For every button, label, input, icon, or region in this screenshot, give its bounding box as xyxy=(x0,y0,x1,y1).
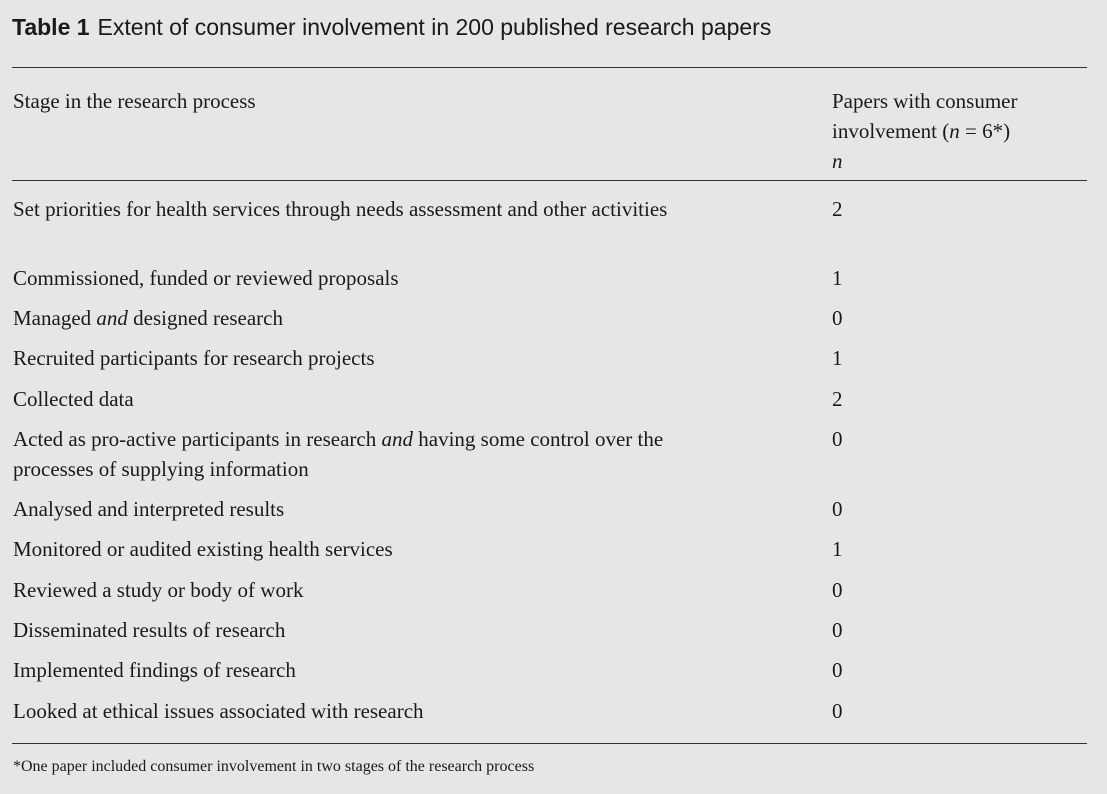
count-cell: 0 xyxy=(832,306,843,330)
count-cell: 2 xyxy=(832,387,843,411)
table-footnote: *One paper included consumer involvement in two stages of the research process xyxy=(13,758,535,775)
stage-cell: Reviewed a study or body of work xyxy=(13,578,304,602)
stage-cell: Collected data xyxy=(13,387,134,411)
count-cell: 1 xyxy=(832,346,843,370)
stage-cell: Disseminated results of research xyxy=(13,618,286,642)
count-cell: 2 xyxy=(832,197,843,221)
table-number: Table 1 xyxy=(12,14,90,40)
stage-cell: Set priorities for health services through needs assessment and other activities xyxy=(13,197,668,221)
stage-cell: Recruited participants for research projects xyxy=(13,346,375,370)
bottom-rule xyxy=(12,743,1087,744)
count-cell: 0 xyxy=(832,497,843,521)
stage-cell: Monitored or audited existing health services xyxy=(13,537,393,561)
stage-cell: Commissioned, funded or reviewed proposals xyxy=(13,266,399,290)
top-rule xyxy=(12,67,1087,68)
column-header-stage: Stage in the research process xyxy=(13,89,256,113)
stage-cell: Managed and designed research xyxy=(13,306,283,330)
stage-cell: Looked at ethical issues associated with research xyxy=(13,699,424,723)
count-cell: 0 xyxy=(832,658,843,682)
count-cell: 0 xyxy=(832,618,843,642)
header-papers-unit: n xyxy=(832,149,843,173)
count-cell: 0 xyxy=(832,699,843,723)
column-header-papers xyxy=(832,86,1017,176)
header-rule xyxy=(12,180,1087,181)
count-cell: 0 xyxy=(832,427,843,451)
count-cell: 1 xyxy=(832,266,843,290)
count-cell: 0 xyxy=(832,578,843,602)
table-caption: Extent of consumer involvement in 200 published research papers xyxy=(97,14,772,40)
header-papers-line1: Papers with consumer xyxy=(832,89,1018,113)
stage-cell: Acted as pro-active participants in research and having some control over the processes of supplying information xyxy=(13,427,664,481)
count-cell: 1 xyxy=(832,537,843,561)
stage-cell: Analysed and interpreted results xyxy=(13,497,285,521)
table-title xyxy=(12,14,771,41)
header-papers-line2: involvement (n = 6*) xyxy=(832,119,1011,143)
stage-cell: Implemented findings of research xyxy=(13,658,296,682)
